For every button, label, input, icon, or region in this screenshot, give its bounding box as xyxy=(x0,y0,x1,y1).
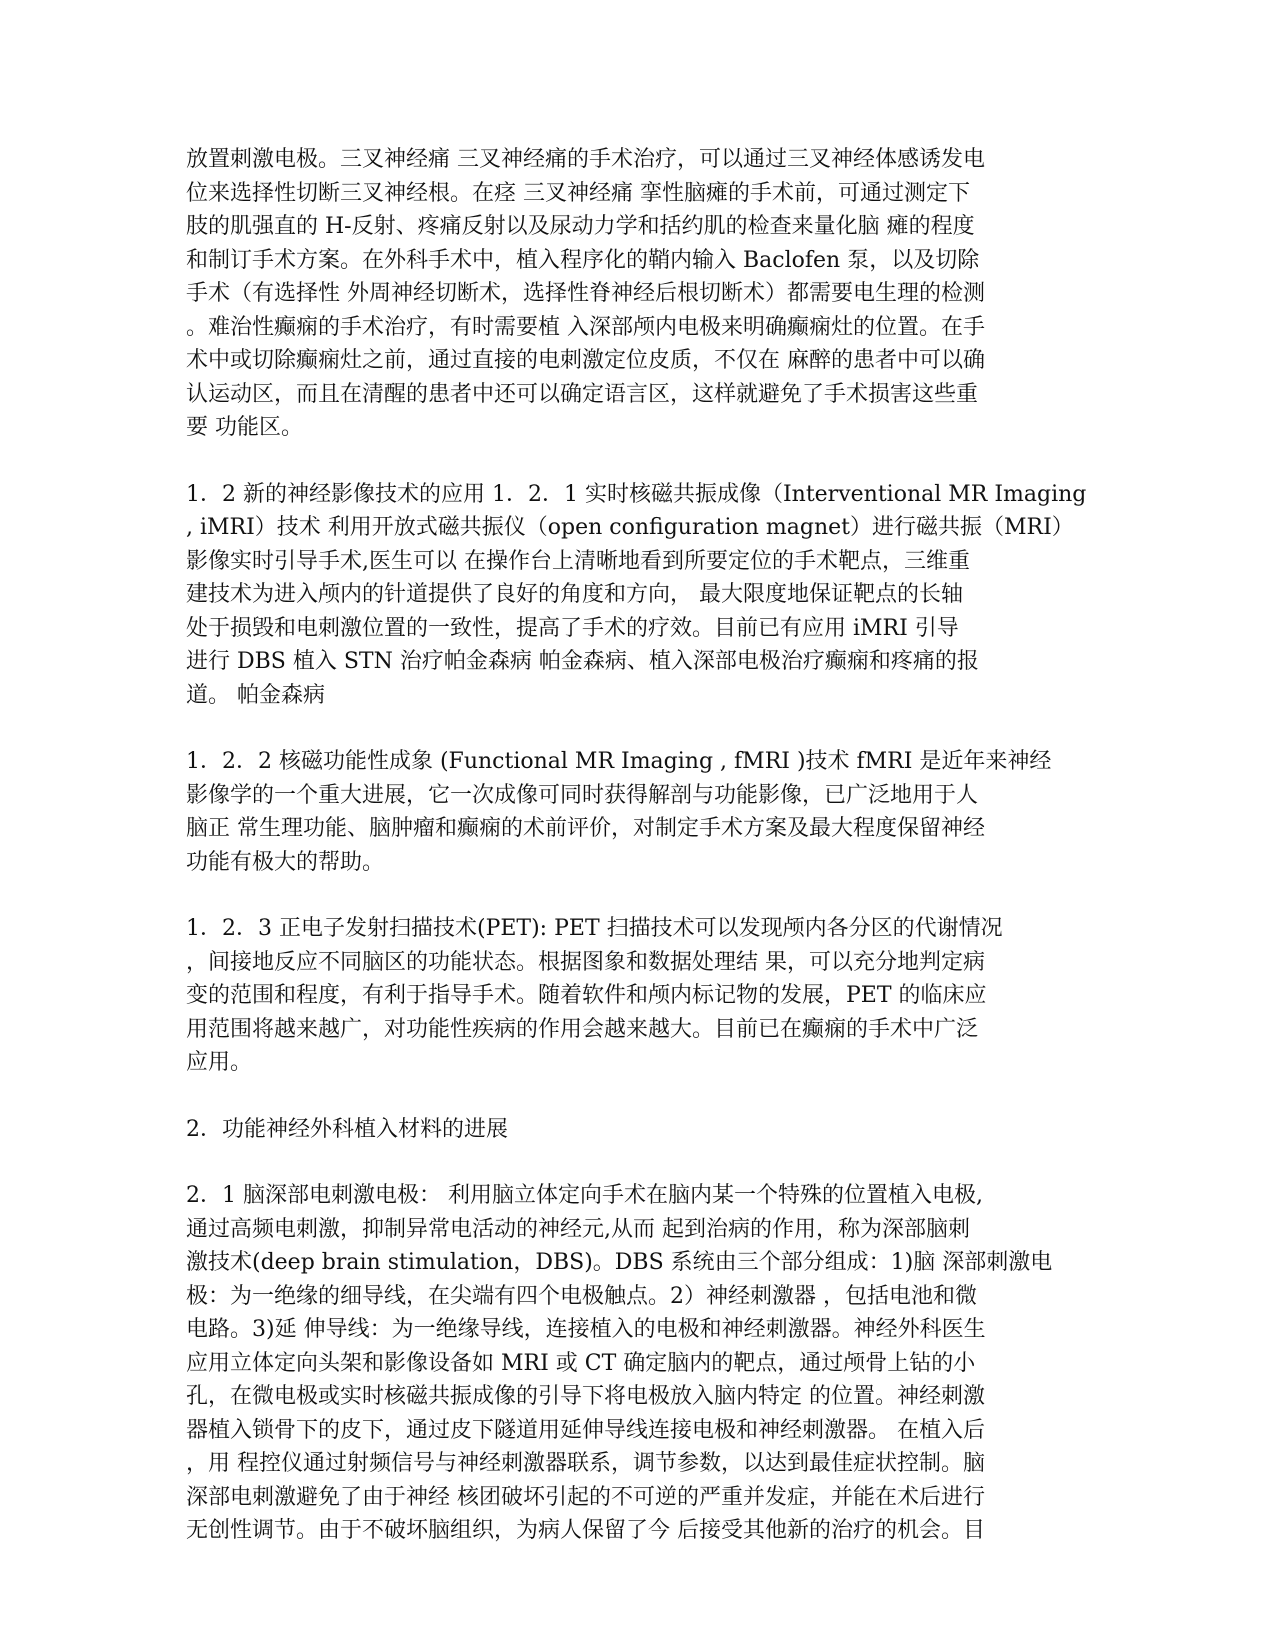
text-line: 1．2 新的神经影像技术的应用 1．2．1 实时核磁共振成像（Interventional MR Imaging xyxy=(186,481,1087,507)
text-line: 位来选择性切断三叉神经根。在痉 三叉神经痛 挛性脑瘫的手术前，可通过测定下 xyxy=(186,180,970,206)
text-line: 2．1 脑深部电刺激电极： 利用脑立体定向手术在脑内某一个特殊的位置植入电极, xyxy=(186,1183,983,1208)
text-line: 道。 帕金森病 xyxy=(186,682,325,708)
text-line: 功能有极大的帮助。 xyxy=(186,849,385,875)
text-line: ，间接地反应不同脑区的功能状态。根据图象和数据处理结 果，可以充分地判定病 xyxy=(186,949,985,975)
text-line: ，用 程控仪通过射频信号与神经刺激器联系，调节参数，以达到最佳症状控制。脑 xyxy=(186,1451,985,1476)
paragraph xyxy=(186,143,1086,445)
text-line: 手术（有选择性 外周神经切断术，选择性脊神经后根切断术）都需要电生理的检测 xyxy=(186,281,985,306)
text-line: 和制订手术方案。在外科手术中，植入程序化的鞘内输入 Baclofen 泵，以及切除 xyxy=(186,247,980,273)
text-line: 。难治性癫痫的手术治疗，有时需要植 入深部颅内电极来明确癫痫灶的位置。在手 xyxy=(186,314,985,340)
text-line: 肢的肌强直的 H-反射、疼痛反射以及尿动力学和括约肌的检查来量化脑 瘫的程度 xyxy=(186,214,975,239)
text-line: 影像实时引导手术,医生可以 在操作台上清晰地看到所要定位的手术靶点，三维重 xyxy=(186,548,970,574)
text-line: 用范围将越来越广，对功能性疾病的作用会越来越大。目前已在癫痫的手术中广泛 xyxy=(186,1016,979,1042)
text-line: 激技术(deep brain stimulation，DBS)。DBS 系统由三个部分组成：1)脑 深部刺激电 xyxy=(186,1250,1053,1275)
paragraph xyxy=(186,478,1086,713)
text-line: 脑正 常生理功能、脑肿瘤和癫痫的术前评价，对制定手术方案及最大程度保留神经 xyxy=(186,816,985,841)
text-line: 孔，在微电极或实时核磁共振成像的引导下将电极放入脑内特定 的位置。神经刺激 xyxy=(186,1384,985,1409)
text-line: 应用。 xyxy=(186,1050,253,1075)
paragraph xyxy=(186,912,1086,1080)
text-line: 处于损毁和电刺激位置的一致性，提高了手术的疗效。目前已有应用 iMRI 引导 xyxy=(186,615,959,641)
text-line: 建技术为进入颅内的针道提供了良好的角度和方向， 最大限度地保证靶点的长轴 xyxy=(186,582,963,607)
text-line: 进行 DBS 植入 STN 治疗帕金森病 帕金森病、植入深部电极治疗癫痫和疼痛的报 xyxy=(186,649,979,674)
paragraph xyxy=(186,745,1086,879)
text-line: 要 功能区。 xyxy=(186,415,303,440)
text-line: 变的范围和程度，有利于指导手术。随着软件和颅内标记物的发展，PET 的临床应 xyxy=(186,983,987,1008)
text-line: 深部电刺激避免了由于神经 核团破坏引起的不可逆的严重并发症，并能在术后进行 xyxy=(186,1484,985,1510)
text-line: 电路。3)延 伸导线：为一绝缘导线，连接植入的电极和神经刺激器。神经外科医生 xyxy=(186,1317,986,1342)
text-line: 2．功能神经外科植入材料的进展 xyxy=(186,1116,508,1142)
text-line: 术中或切除癫痫灶之前，通过直接的电刺激定位皮质，不仅在 麻醉的患者中可以确 xyxy=(186,348,985,373)
text-line: 通过高频电刺激，抑制异常电活动的神经元,从而 起到治病的作用，称为深部脑刺 xyxy=(186,1216,970,1242)
text-line: 1．2．2 核磁功能性成象 (Functional MR Imaging , fMRI )技术 fMRI 是近年来神经 xyxy=(186,749,1052,774)
document-body xyxy=(186,143,1086,1581)
text-line: 放置刺激电极。三叉神经痛 三叉神经痛的手术治疗，可以通过三叉神经体感诱发电 xyxy=(186,147,985,172)
text-line: 认运动区，而且在清醒的患者中还可以确定语言区，这样就避免了手术损害这些重 xyxy=(186,381,979,407)
text-line: 无创性调节。由于不破坏脑组织，为病人保留了今 后接受其他新的治疗的机会。目 xyxy=(186,1518,985,1543)
text-line: 1．2．3 正电子发射扫描技术(PET): PET 扫描技术可以发现颅内各分区的代谢情况 xyxy=(186,916,1003,941)
text-line: 器植入锁骨下的皮下，通过皮下隧道用延伸导线连接电极和神经刺激器。 在植入后 xyxy=(186,1417,985,1443)
text-line: 应用立体定向头架和影像设备如 MRI 或 CT 确定脑内的靶点，通过颅骨上钻的小 xyxy=(186,1350,976,1376)
paragraph xyxy=(186,1179,1086,1548)
text-line: 影像学的一个重大进展，它一次成像可同时获得解剖与功能影像，已广泛地用于人 xyxy=(186,782,979,808)
text-line: 极：为一绝缘的细导线，在尖端有四个电极触点。2）神经刺激器 ，包括电池和微 xyxy=(186,1283,977,1309)
text-line: , iMRI）技术 利用开放式磁共振仪（open configuration magnet）进行磁共振（MRI） xyxy=(186,515,1074,540)
paragraph xyxy=(186,1113,1086,1147)
